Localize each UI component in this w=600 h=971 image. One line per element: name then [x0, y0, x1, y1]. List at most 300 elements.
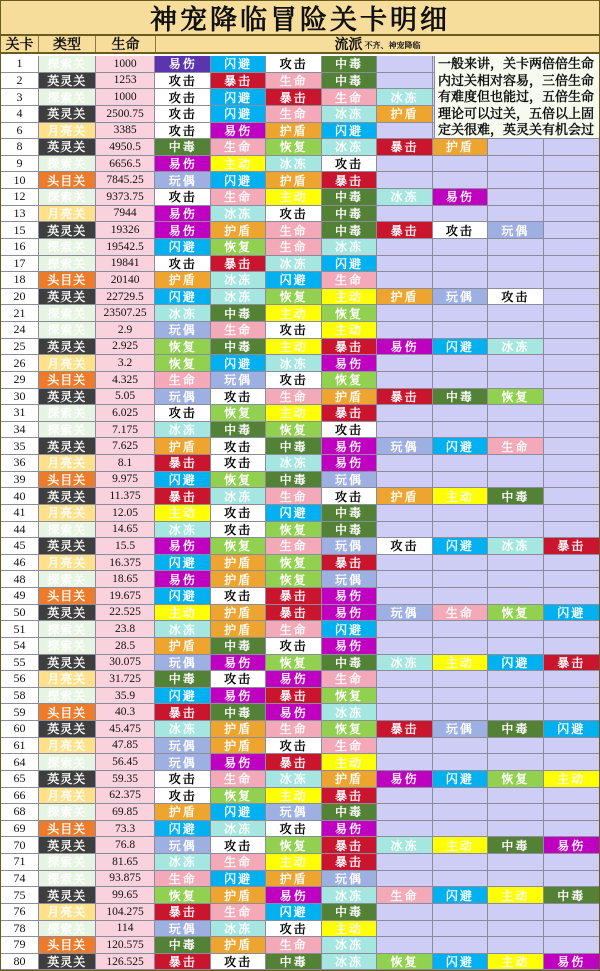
empty-cell [377, 239, 432, 256]
faction-chip: 暴击 [322, 405, 377, 422]
faction-chip: 冰冻 [266, 355, 321, 372]
faction-chip: 闪避 [211, 89, 266, 106]
type-cell: 探索关 [39, 322, 96, 339]
table-row [1, 871, 599, 888]
faction-chip: 主动 [266, 405, 321, 422]
faction-chip: 主动 [155, 505, 210, 522]
faction-chip: 冰冻 [155, 522, 210, 539]
empty-cell [433, 804, 488, 821]
empty-cell [544, 272, 599, 289]
faction-chip: 生命 [266, 239, 321, 256]
table-row [1, 289, 599, 306]
faction-chip: 恢复 [211, 405, 266, 422]
faction-chip: 闪避 [433, 339, 488, 356]
page-title: 神宠降临冒险关卡明细 [1, 1, 599, 36]
table-row [1, 522, 599, 539]
empty-cell [377, 472, 432, 489]
empty-cell [377, 788, 432, 805]
hp-cell: 30.075 [96, 655, 156, 672]
faction-chip: 攻击 [266, 206, 321, 223]
faction-chip: 闪避 [322, 621, 377, 638]
faction-chip: 冰冻 [322, 704, 377, 721]
type-cell: 英灵关 [39, 73, 96, 90]
notes-panel [434, 56, 600, 139]
faction-chip: 攻击 [433, 222, 488, 239]
type-cell: 月亮关 [39, 355, 96, 372]
faction-chip: 玩偶 [377, 438, 432, 455]
empty-cell [488, 754, 543, 771]
faction-chip: 护盾 [266, 123, 321, 140]
table-row [1, 422, 599, 439]
table-row [1, 621, 599, 638]
level-cell: 55 [1, 655, 39, 672]
type-cell: 头目关 [39, 821, 96, 838]
table-row [1, 505, 599, 522]
faction-chip: 主动 [266, 305, 321, 322]
table-row [1, 555, 599, 572]
faction-chip: 闪避 [211, 56, 266, 73]
type-cell: 月亮关 [39, 671, 96, 688]
faction-chip: 闪避 [211, 804, 266, 821]
faction-chip: 生命 [211, 139, 266, 156]
faction-chip: 玩偶 [155, 655, 210, 672]
empty-cell [488, 571, 543, 588]
table-row [1, 671, 599, 688]
empty-cell [544, 738, 599, 755]
hp-cell: 4.325 [96, 372, 156, 389]
faction-chip: 玩偶 [488, 222, 543, 239]
level-cell: 64 [1, 754, 39, 771]
empty-cell [377, 355, 432, 372]
faction-chip: 攻击 [266, 921, 321, 938]
table-row [1, 704, 599, 721]
empty-cell [488, 704, 543, 721]
faction-chip: 暴击 [266, 89, 321, 106]
type-cell: 探索关 [39, 405, 96, 422]
faction-chip: 护盾 [155, 272, 210, 289]
empty-cell [488, 688, 543, 705]
faction-chip: 护盾 [211, 937, 266, 954]
faction-chip: 恢复 [322, 305, 377, 322]
faction-chip: 攻击 [211, 671, 266, 688]
faction-chip: 玩偶 [211, 372, 266, 389]
faction-chip: 易伤 [322, 821, 377, 838]
empty-cell [488, 671, 543, 688]
empty-cell [544, 688, 599, 705]
faction-chip: 主动 [211, 156, 266, 173]
type-cell: 头目关 [39, 588, 96, 605]
faction-chip: 冰冻 [266, 256, 321, 273]
hp-cell: 2500.75 [96, 106, 156, 123]
empty-cell [377, 638, 432, 655]
faction-chip: 玩偶 [322, 538, 377, 555]
faction-chip: 闪避 [433, 887, 488, 904]
level-cell: 21 [1, 305, 39, 322]
faction-chip: 中毒 [211, 422, 266, 439]
hp-cell: 4950.5 [96, 139, 156, 156]
table-row [1, 937, 599, 954]
level-cell: 29 [1, 372, 39, 389]
empty-cell [488, 256, 543, 273]
empty-cell [488, 522, 543, 539]
empty-cell [544, 422, 599, 439]
empty-cell [488, 821, 543, 838]
empty-cell [377, 704, 432, 721]
table-row [1, 804, 599, 821]
faction-chip: 护盾 [211, 621, 266, 638]
type-cell: 月亮关 [39, 206, 96, 223]
level-cell: 41 [1, 505, 39, 522]
level-cell: 59 [1, 704, 39, 721]
faction-chip: 玩偶 [155, 837, 210, 854]
faction-chip: 中毒 [211, 305, 266, 322]
empty-cell [377, 206, 432, 223]
hp-cell: 76.8 [96, 837, 156, 854]
empty-cell [433, 272, 488, 289]
level-cell: 30 [1, 389, 39, 406]
type-cell: 探索关 [39, 921, 96, 938]
empty-cell [544, 555, 599, 572]
faction-chip: 中毒 [322, 206, 377, 223]
empty-cell [488, 139, 543, 156]
faction-chip: 攻击 [266, 56, 321, 73]
faction-chip: 闪避 [322, 123, 377, 140]
faction-chip: 护盾 [155, 638, 210, 655]
faction-chip: 生命 [266, 538, 321, 555]
empty-cell [488, 305, 543, 322]
hp-cell: 31.725 [96, 671, 156, 688]
faction-chip: 中毒 [322, 655, 377, 672]
header-faction [156, 36, 599, 52]
empty-cell [544, 156, 599, 173]
level-cell: 54 [1, 638, 39, 655]
table-row [1, 538, 599, 555]
empty-cell [377, 305, 432, 322]
level-cell: 16 [1, 239, 39, 256]
faction-chip: 闪避 [211, 106, 266, 123]
hp-cell: 1000 [96, 89, 156, 106]
faction-chip: 中毒 [322, 189, 377, 206]
faction-chip: 护盾 [377, 106, 432, 123]
empty-cell [433, 156, 488, 173]
empty-cell [544, 438, 599, 455]
faction-chip: 护盾 [155, 804, 210, 821]
faction-chip: 玩偶 [155, 921, 210, 938]
faction-chip: 护盾 [155, 438, 210, 455]
faction-chip: 护盾 [377, 289, 432, 306]
level-cell: 71 [1, 854, 39, 871]
faction-chip: 恢复 [377, 954, 432, 971]
empty-cell [488, 372, 543, 389]
faction-chip: 暴击 [266, 605, 321, 622]
faction-chip: 闪避 [266, 904, 321, 921]
table-row [1, 837, 599, 854]
table-row [1, 771, 599, 788]
type-cell: 探索关 [39, 621, 96, 638]
empty-cell [377, 522, 432, 539]
faction-chip: 生命 [211, 771, 266, 788]
level-cell: 2 [1, 73, 39, 90]
faction-chip: 玩偶 [322, 571, 377, 588]
level-cell: 24 [1, 322, 39, 339]
level-cell: 69 [1, 821, 39, 838]
table-row [1, 721, 599, 738]
empty-cell [544, 937, 599, 954]
empty-cell [377, 671, 432, 688]
faction-chip: 暴击 [322, 172, 377, 189]
empty-cell [544, 455, 599, 472]
level-cell: 36 [1, 455, 39, 472]
faction-chip: 生命 [155, 372, 210, 389]
faction-chip: 攻击 [211, 954, 266, 971]
hp-cell: 1253 [96, 73, 156, 90]
type-cell: 英灵关 [39, 438, 96, 455]
header-level: 关卡 [1, 36, 39, 52]
faction-chip: 易伤 [211, 655, 266, 672]
empty-cell [488, 871, 543, 888]
hp-cell: 3385 [96, 123, 156, 140]
empty-cell [433, 688, 488, 705]
faction-chip: 恢复 [266, 555, 321, 572]
empty-cell [433, 405, 488, 422]
faction-chip: 暴击 [266, 688, 321, 705]
faction-chip: 攻击 [322, 488, 377, 505]
faction-chip: 生命 [266, 106, 321, 123]
faction-chip: 冰冻 [322, 106, 377, 123]
faction-chip: 闪避 [433, 954, 488, 971]
faction-chip: 生命 [266, 222, 321, 239]
faction-chip: 中毒 [266, 472, 321, 489]
type-cell: 探索关 [39, 754, 96, 771]
empty-cell [433, 455, 488, 472]
faction-chip: 冰冻 [266, 771, 321, 788]
faction-chip: 暴击 [322, 788, 377, 805]
empty-cell [488, 472, 543, 489]
faction-chip: 闪避 [322, 256, 377, 273]
faction-chip: 冰冻 [211, 488, 266, 505]
faction-chip: 护盾 [266, 172, 321, 189]
level-cell: 26 [1, 355, 39, 372]
level-cell: 20 [1, 289, 39, 306]
type-cell: 探索关 [39, 871, 96, 888]
header-faction-note: 不齐、神宠降临 [364, 41, 421, 50]
faction-chip: 冰冻 [211, 272, 266, 289]
hp-cell: 114 [96, 921, 156, 938]
hp-cell: 62.375 [96, 788, 156, 805]
table-row [1, 754, 599, 771]
faction-chip: 中毒 [211, 638, 266, 655]
empty-cell [433, 854, 488, 871]
empty-cell [377, 688, 432, 705]
empty-cell [377, 738, 432, 755]
faction-chip: 冰冻 [155, 305, 210, 322]
faction-chip: 易伤 [322, 588, 377, 605]
faction-chip: 闪避 [433, 538, 488, 555]
faction-chip: 闪避 [155, 588, 210, 605]
faction-chip: 易伤 [155, 156, 210, 173]
empty-cell [377, 754, 432, 771]
faction-chip: 易伤 [377, 771, 432, 788]
hp-cell: 19841 [96, 256, 156, 273]
hp-cell: 40.3 [96, 704, 156, 721]
empty-cell [433, 821, 488, 838]
faction-chip: 闪避 [544, 721, 599, 738]
empty-cell [544, 854, 599, 871]
faction-chip: 生命 [322, 89, 377, 106]
faction-chip: 冰冻 [377, 655, 432, 672]
faction-chip: 主动 [433, 837, 488, 854]
empty-cell [433, 704, 488, 721]
faction-chip: 冰冻 [155, 422, 210, 439]
type-cell: 头目关 [39, 704, 96, 721]
faction-chip: 主动 [488, 887, 543, 904]
faction-chip: 冰冻 [322, 239, 377, 256]
faction-chip: 中毒 [488, 721, 543, 738]
empty-cell [377, 56, 432, 73]
empty-cell [544, 522, 599, 539]
empty-cell [433, 788, 488, 805]
empty-cell [377, 123, 432, 140]
empty-cell [377, 172, 432, 189]
empty-cell [544, 256, 599, 273]
empty-cell [377, 921, 432, 938]
faction-chip: 闪避 [155, 239, 210, 256]
empty-cell [433, 472, 488, 489]
level-cell: 44 [1, 522, 39, 539]
faction-chip: 恢复 [488, 605, 543, 622]
empty-cell [544, 322, 599, 339]
hp-cell: 56.45 [96, 754, 156, 771]
type-cell: 英灵关 [39, 222, 96, 239]
hp-cell: 99.65 [96, 887, 156, 904]
faction-chip: 易伤 [322, 638, 377, 655]
empty-cell [544, 821, 599, 838]
level-cell: 34 [1, 422, 39, 439]
faction-chip: 闪避 [155, 688, 210, 705]
hp-cell: 7944 [96, 206, 156, 223]
faction-chip: 恢复 [266, 139, 321, 156]
type-cell: 月亮关 [39, 455, 96, 472]
empty-cell [488, 505, 543, 522]
level-cell: 65 [1, 771, 39, 788]
empty-cell [488, 322, 543, 339]
faction-chip: 冰冻 [211, 821, 266, 838]
empty-cell [377, 804, 432, 821]
faction-chip: 恢复 [211, 472, 266, 489]
faction-chip: 主动 [488, 954, 543, 971]
empty-cell [488, 272, 543, 289]
faction-chip: 闪避 [266, 505, 321, 522]
type-cell: 英灵关 [39, 538, 96, 555]
faction-chip: 冰冻 [266, 156, 321, 173]
faction-chip: 暴击 [377, 222, 432, 239]
faction-chip: 玩偶 [266, 804, 321, 821]
empty-cell [544, 804, 599, 821]
empty-cell [544, 189, 599, 206]
faction-chip: 冰冻 [377, 189, 432, 206]
table-row [1, 788, 599, 805]
faction-chip: 护盾 [377, 488, 432, 505]
faction-chip: 攻击 [211, 438, 266, 455]
empty-cell [433, 904, 488, 921]
hp-cell: 73.3 [96, 821, 156, 838]
table-row [1, 472, 599, 489]
type-cell: 英灵关 [39, 389, 96, 406]
table-row [1, 887, 599, 904]
faction-chip: 中毒 [544, 887, 599, 904]
level-cell: 56 [1, 671, 39, 688]
faction-chip: 暴击 [377, 139, 432, 156]
type-cell: 月亮关 [39, 738, 96, 755]
empty-cell [377, 322, 432, 339]
faction-chip: 冰冻 [377, 89, 432, 106]
faction-chip: 主动 [266, 788, 321, 805]
hp-cell: 8.1 [96, 455, 156, 472]
faction-chip: 暴击 [155, 954, 210, 971]
faction-chip: 恢复 [322, 688, 377, 705]
faction-chip: 冰冻 [377, 837, 432, 854]
faction-chip: 易伤 [322, 605, 377, 622]
empty-cell [488, 239, 543, 256]
empty-cell [488, 621, 543, 638]
faction-chip: 中毒 [488, 488, 543, 505]
faction-chip: 易伤 [155, 538, 210, 555]
faction-chip: 玩偶 [155, 389, 210, 406]
type-cell: 探索关 [39, 189, 96, 206]
table-row [1, 222, 599, 239]
empty-cell [433, 571, 488, 588]
empty-cell [433, 505, 488, 522]
faction-chip: 中毒 [211, 339, 266, 356]
faction-chip: 攻击 [211, 455, 266, 472]
faction-chip: 玩偶 [433, 289, 488, 306]
faction-chip: 恢复 [266, 837, 321, 854]
type-cell: 英灵关 [39, 289, 96, 306]
level-cell: 58 [1, 688, 39, 705]
level-cell: 15 [1, 222, 39, 239]
empty-cell [544, 621, 599, 638]
header-faction-label: 流派 [334, 38, 363, 53]
faction-chip: 玩偶 [322, 871, 377, 888]
empty-cell [433, 937, 488, 954]
faction-chip: 生命 [211, 904, 266, 921]
level-cell: 46 [1, 555, 39, 572]
faction-chip: 玩偶 [377, 605, 432, 622]
hp-cell: 35.9 [96, 688, 156, 705]
faction-chip: 恢复 [322, 372, 377, 389]
faction-chip: 中毒 [155, 139, 210, 156]
hp-cell: 22.525 [96, 605, 156, 622]
faction-chip: 攻击 [155, 771, 210, 788]
empty-cell [544, 222, 599, 239]
empty-cell [544, 788, 599, 805]
faction-chip: 冰冻 [488, 339, 543, 356]
table-row [1, 239, 599, 256]
table-row [1, 272, 599, 289]
faction-chip: 护盾 [211, 571, 266, 588]
hp-cell: 93.875 [96, 871, 156, 888]
empty-cell [488, 555, 543, 572]
empty-cell [433, 239, 488, 256]
faction-chip: 恢复 [211, 538, 266, 555]
type-cell: 月亮关 [39, 505, 96, 522]
faction-chip: 易伤 [155, 222, 210, 239]
level-cell: 40 [1, 488, 39, 505]
faction-chip: 易伤 [155, 206, 210, 223]
faction-chip: 中毒 [322, 804, 377, 821]
level-cell: 61 [1, 738, 39, 755]
faction-chip: 生命 [322, 671, 377, 688]
